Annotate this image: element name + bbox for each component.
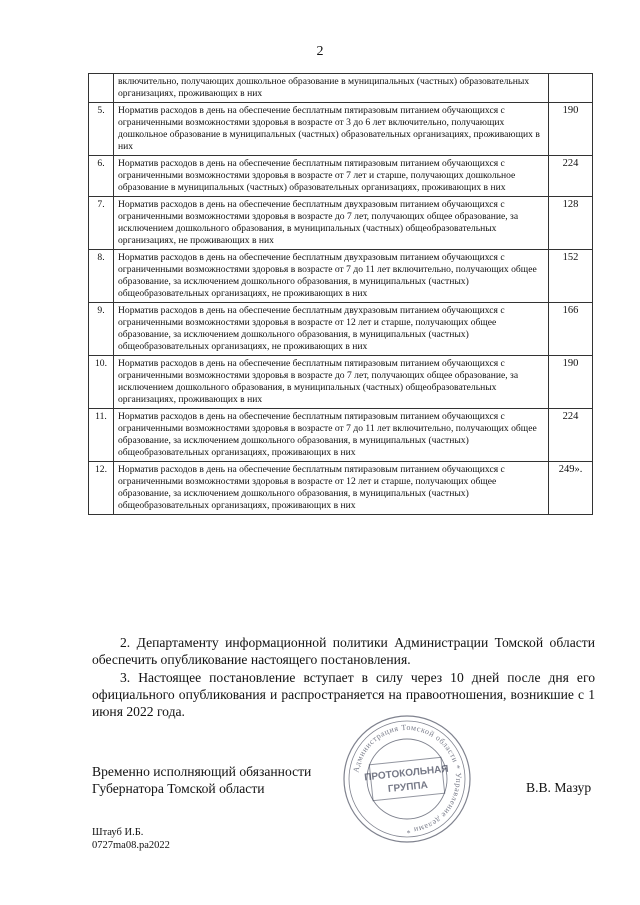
- paragraph-3: 3. Настоящее постановление вступает в силу через 10 дней после дня его официального опубликования и распространяется на правоотношения, возникшие с 1 июня 2022 года.: [92, 669, 595, 720]
- row-number: 12.: [89, 462, 114, 515]
- footer: [92, 826, 170, 852]
- page-number: 2: [316, 44, 324, 59]
- norms-table: [88, 73, 593, 515]
- body-paragraphs: [92, 634, 595, 720]
- row-value: 166: [549, 303, 593, 356]
- row-description: Норматив расходов в день на обеспечение бесплатным двухразовым питанием обучающихся с ограниченными возможностями здоровья в возрасте от 12 лет и старше, получающих общее образование, за исключением дошкольного образования, в муниципальных (частных) общеобразовательных организациях, не проживающих в них: [114, 303, 549, 356]
- table-row: [89, 103, 593, 156]
- signatory-name: В.В. Мазур: [526, 780, 592, 795]
- row-description: Норматив расходов в день на обеспечение бесплатным пятиразовым питанием обучающихся с ограниченными возможностями здоровья в возрасте от 7 до 11 лет включительно, получающих общее образование, за исключением дошкольного образования, в муниципальных (частных) общеобразовательных организациях, проживающих в них: [114, 409, 549, 462]
- table-row: [89, 250, 593, 303]
- row-value: 190: [549, 356, 593, 409]
- table-row: [89, 197, 593, 250]
- row-description: Норматив расходов в день на обеспечение бесплатным пятиразовым питанием обучающихся с ограниченными возможностями здоровья в возрасте до 7 лет, получающих общее образование, за исключением дошкольного образования, в муниципальных (частных) общеобразовательных организациях, проживающих в них: [114, 356, 549, 409]
- footer-author: Штауб И.Б.: [92, 827, 144, 838]
- footer-doc-code: 0727ma08.pa2022: [92, 840, 170, 851]
- row-number: 7.: [89, 197, 114, 250]
- paragraph-2: 2. Департаменту информационной политики Администрации Томской области обеспечить опубликование настоящего постановления.: [92, 635, 595, 668]
- signatory-position: [92, 764, 311, 797]
- row-value: 128: [549, 197, 593, 250]
- norms-table-body: [89, 74, 593, 515]
- row-description: включительно, получающих дошкольное образование в муниципальных (частных) образовательных организациях, проживающих в них: [114, 74, 549, 103]
- row-number: 9.: [89, 303, 114, 356]
- row-number: 11.: [89, 409, 114, 462]
- row-value: 224: [549, 156, 593, 197]
- row-description: Норматив расходов в день на обеспечение бесплатным двухразовым питанием обучающихся с ограниченными возможностями здоровья в возрасте от 7 до 11 лет включительно, получающих общее образование, за исключением дошкольного образования, в муниципальных (частных) общеобразовательных организациях, не проживающих в них: [114, 250, 549, 303]
- row-value: 190: [549, 103, 593, 156]
- row-description: Норматив расходов в день на обеспечение бесплатным пятиразовым питанием обучающихся с ограниченными возможностями здоровья в возрасте от 7 лет и старше, получающих дошкольное образование в муниципальных (частных) образовательных организациях, проживающих в них: [114, 156, 549, 197]
- row-value: [549, 74, 593, 103]
- table-row: [89, 303, 593, 356]
- row-number: 10.: [89, 356, 114, 409]
- row-number: 5.: [89, 103, 114, 156]
- row-description: Норматив расходов в день на обеспечение бесплатным пятиразовым питанием обучающихся с ограниченными возможностями здоровья в возрасте от 3 до 6 лет включительно, получающих дошкольное образование в муниципальных (частных) образовательных организациях, проживающих в них: [114, 103, 549, 156]
- row-number: 8.: [89, 250, 114, 303]
- row-description: Норматив расходов в день на обеспечение бесплатным двухразовым питанием обучающихся с ограниченными возможностями здоровья в возрасте до 7 лет, получающих общее образование, за исключением дошкольного образования, в муниципальных (частных) общеобразовательных организациях, не проживающих в них: [114, 197, 549, 250]
- stamp-center-line1: ПРОТОКОЛЬНАЯ: [363, 763, 450, 784]
- row-description: Норматив расходов в день на обеспечение бесплатным пятиразовым питанием обучающихся с ограниченными возможностями здоровья в возрасте от 12 лет и старше, получающих общее образование, за исключением дошкольного образования, в муниципальных (частных) общеобразовательных организациях, проживающих в них: [114, 462, 549, 515]
- signatory-position-line1: Временно исполняющий обязанности: [92, 764, 312, 779]
- stamp-outer-ring: [344, 716, 470, 842]
- stamp-center-line2: ГРУППА: [387, 779, 429, 796]
- table-row: [89, 409, 593, 462]
- row-number: 6.: [89, 156, 114, 197]
- table-row: [89, 356, 593, 409]
- signatory-position-line2: Губернатора Томской области: [92, 780, 265, 796]
- row-value: 249».: [549, 462, 593, 515]
- table-row: [89, 462, 593, 515]
- table-row: [89, 156, 593, 197]
- official-stamp: [341, 713, 473, 845]
- table-row: [89, 74, 593, 103]
- stamp-ring-text: Администрация Томской области * Управление делами *: [351, 722, 464, 836]
- row-number: [89, 74, 114, 103]
- row-value: 224: [549, 409, 593, 462]
- row-value: 152: [549, 250, 593, 303]
